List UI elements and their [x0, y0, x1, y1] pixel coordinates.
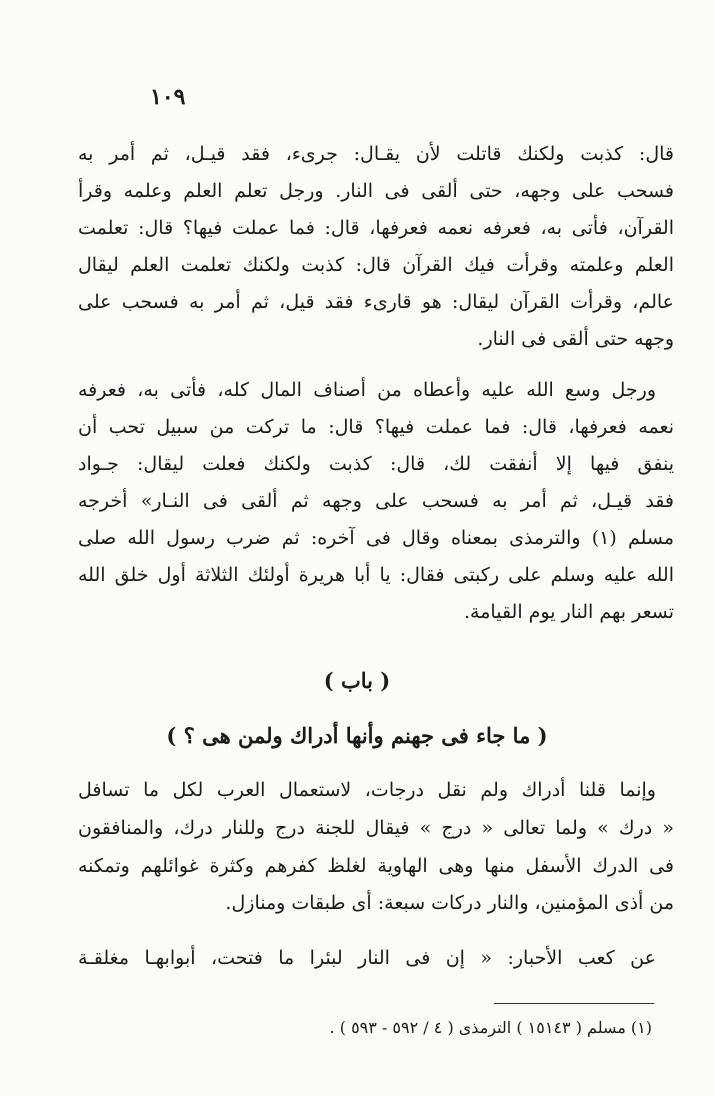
text-line: فى الدرك الأسفل منها وهى الهاوية لغلظ كفرهم وكثرة غوائلهم وتمكنه: [78, 855, 674, 877]
text-line: العلم وعلمته وقرأت فيك القرآن قال: كذبت ولكنك تعلمت العلم ليقال: [78, 254, 674, 276]
text-line: ينفق فيها إلا أنفقت لك، قال: كذبت ولكنك فعلت ليقال: جـواد: [78, 453, 674, 475]
text-line: قال: كذبت ولكنك قاتلت لأن يقـال: جرىء، فقد قيـل، ثم أمر به: [78, 143, 674, 165]
footnote-divider: [494, 1003, 654, 1004]
text-line: وجهه حتى ألقى فى النار.: [477, 328, 674, 350]
text-line: « درك » ولما تعالى « درج » فيقال للجنة درج وللنار درك، والمنافقون: [78, 817, 674, 839]
text-line: عالم، وقرأت القرآن ليقال: هو قارىء فقد قيل، ثم أمر به فسحب على: [78, 291, 674, 313]
text-line: الله عليه وسلم على ركبتى فقال: يا أبا هريرة أولئك الثلاثة أول خلق الله: [78, 564, 674, 586]
section-heading: ( باب ): [323, 668, 391, 693]
text-line: وإنما قلنا أدراك ولم نقل درجات، لاستعمال العرب لكل ما تسافل: [78, 779, 656, 801]
text-line: تسعر بهم النار يوم القيامة.: [464, 601, 674, 623]
text-line: فسحب على وجهه، حتى ألقى فى النار. ورجل تعلم العلم وعلمه وقرأ: [78, 180, 674, 202]
text-line: نعمه فعرفها، قال: فما عملت فيها؟ قال: ما تركت من سبيل تحب أن: [78, 416, 674, 438]
text-line: القرآن، فأتى به، فعرفه نعمه فعرفها، قال: فما عملت فيها؟ قال: تعلمت: [78, 217, 674, 239]
text-line: عن كعب الأحبار: « إن فى النار لبئرا ما فتحت، أبوابهـا مغلقـة: [78, 947, 656, 969]
text-line: مسلم (١) والترمذى بمعناه وقال فى آخره: ثم ضرب رسول الله صلى: [78, 527, 674, 549]
page-number: ١٠٩: [150, 84, 186, 110]
text-line: ورجل وسع الله عليه وأعطاه من أصناف المال كله، فأتى به، فعرفه: [78, 379, 656, 401]
section-title: ( ما جاء فى جهنم وأنها أدراك ولمن هى ؟ ): [166, 723, 548, 748]
text-line: من أذى المؤمنين، والنار دركات سبعة: أى طبقات ومنازل.: [225, 892, 674, 914]
footnote: (١) مسلم ( ١٥١٤٣ ) الترمذى ( ٤ / ٥٩٢ - ٥٩٣ ) .: [329, 1018, 652, 1037]
text-line: فقد قيـل، ثم أمر به فسحب على وجهه ثم ألقى فى النـار» أخرجه: [78, 490, 674, 512]
